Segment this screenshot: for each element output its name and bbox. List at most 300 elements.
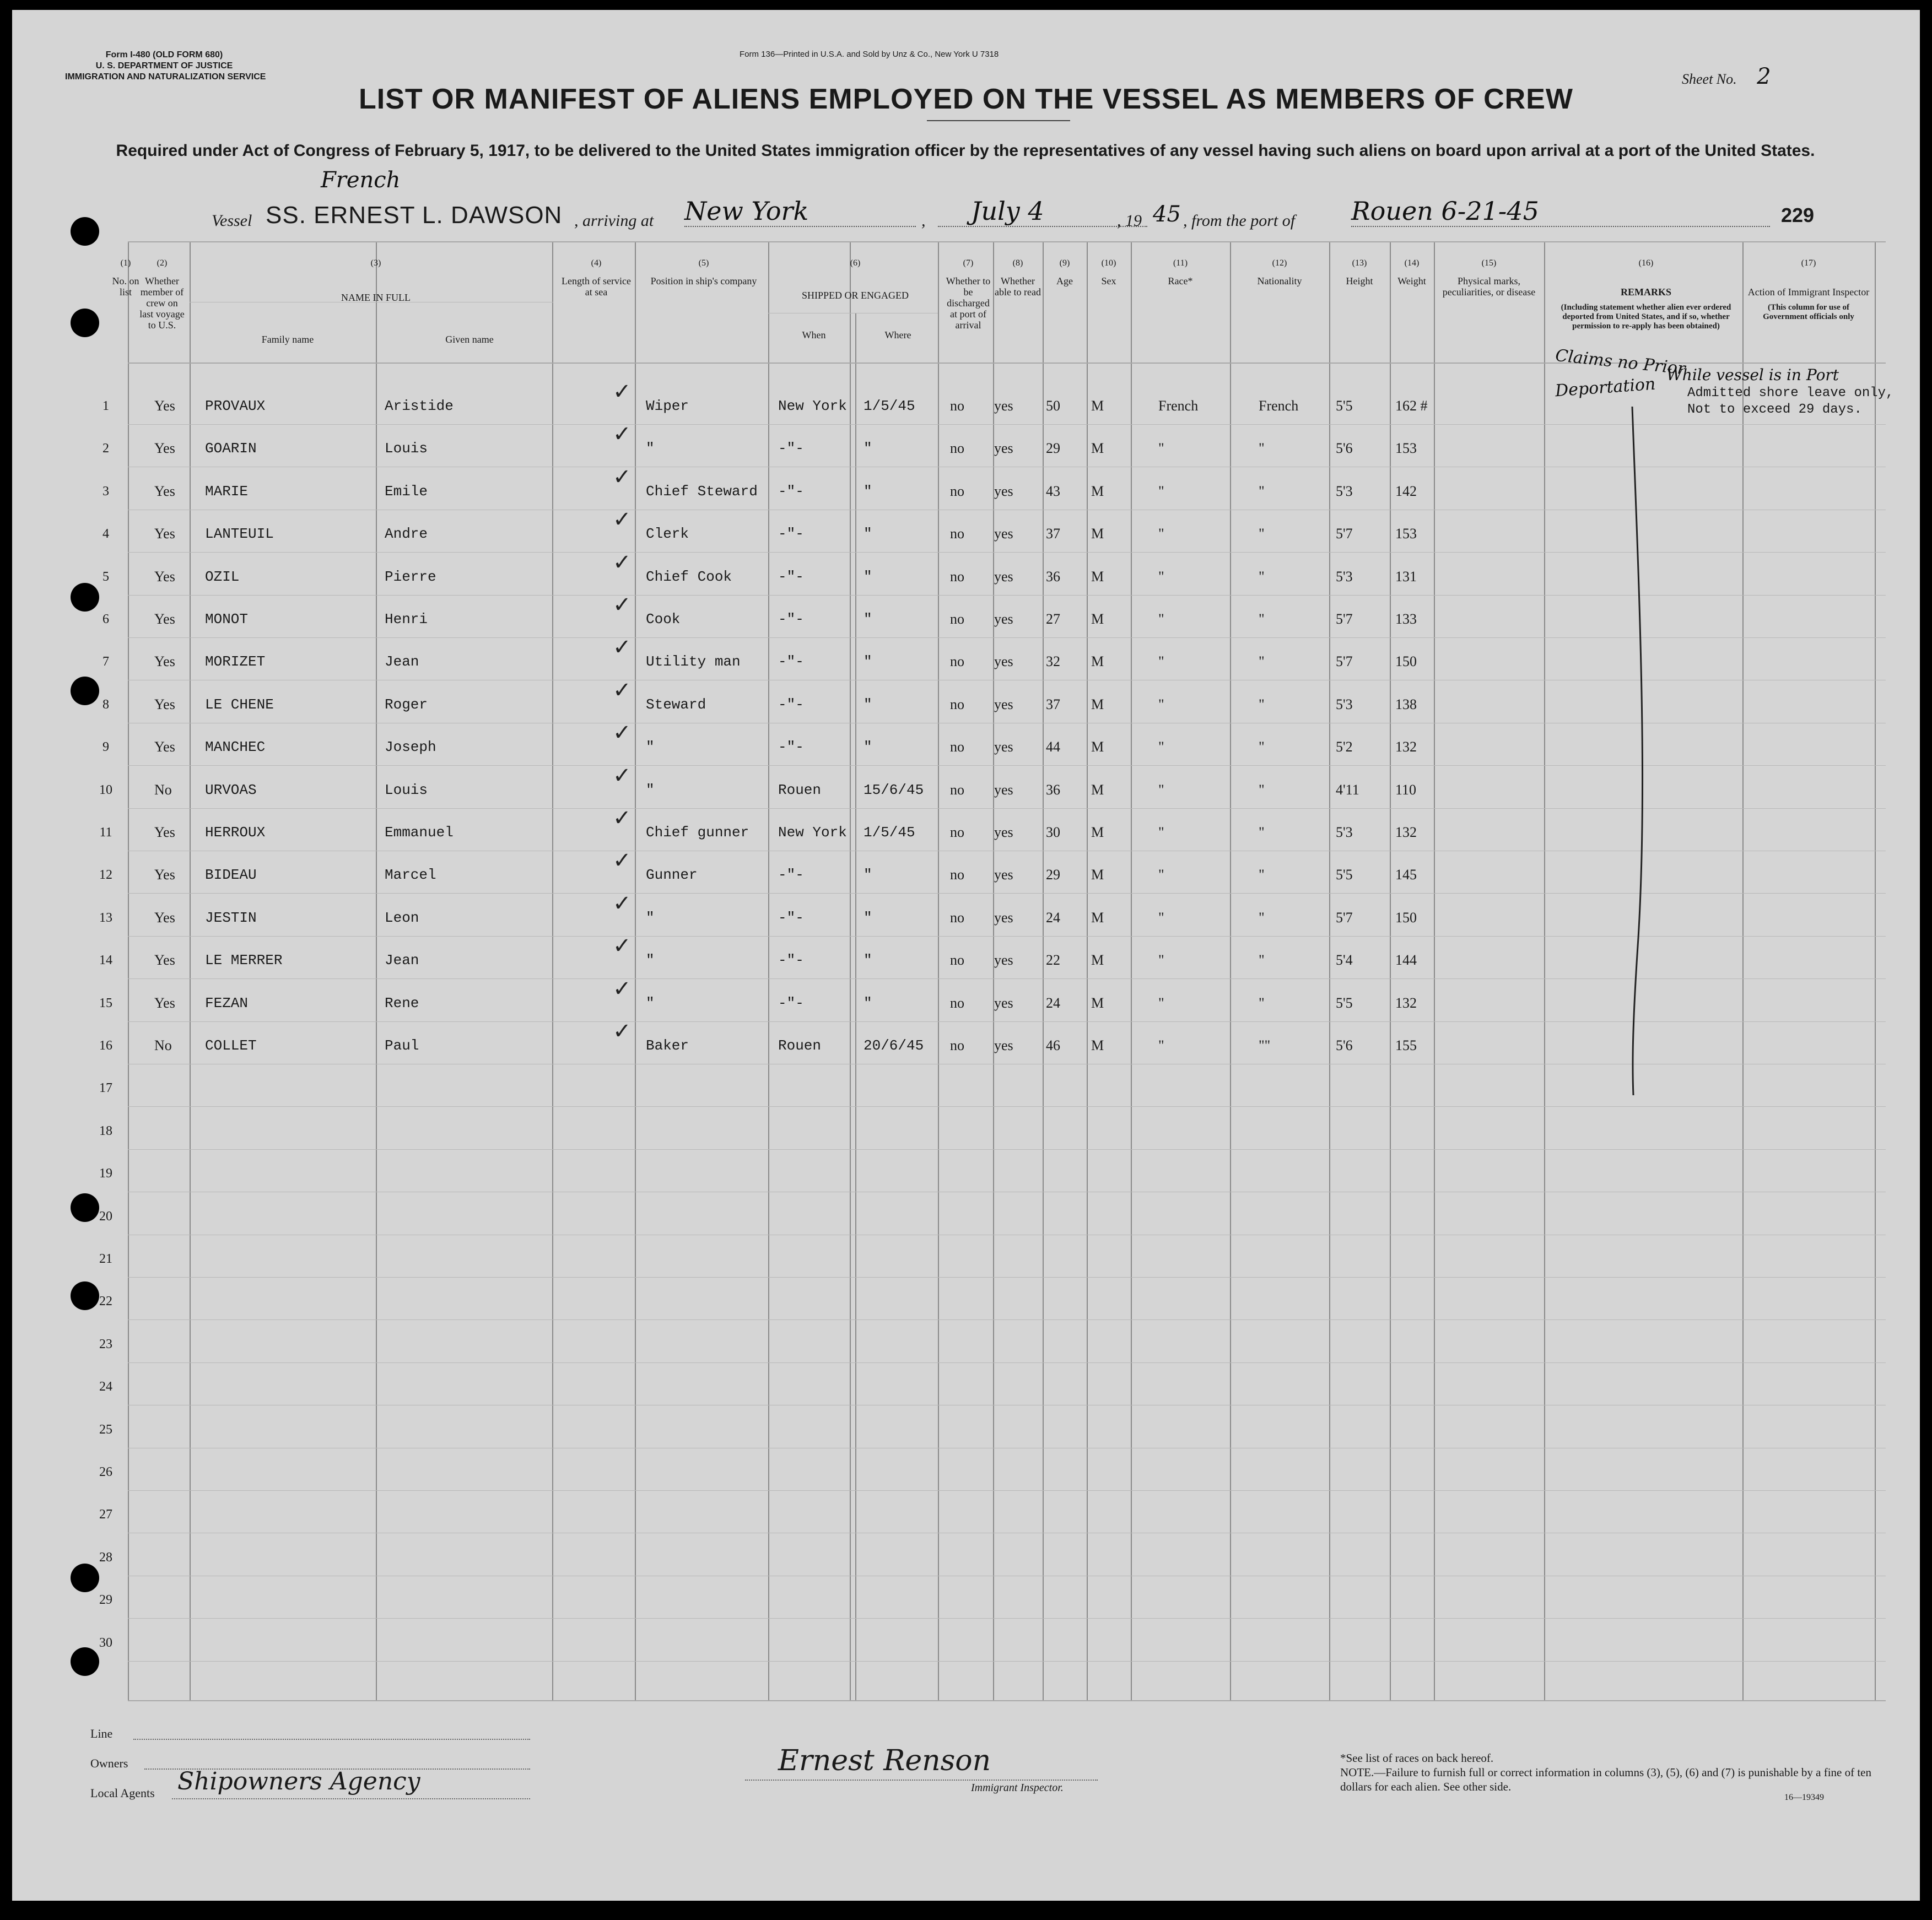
cell-nat: " bbox=[1259, 696, 1265, 712]
cell-last: Yes bbox=[154, 483, 175, 499]
row-number: 20 bbox=[99, 1209, 112, 1224]
checkmark-icon: ✓ bbox=[613, 805, 632, 831]
cell-wt: 144 bbox=[1395, 952, 1417, 968]
column-number: (11) bbox=[1173, 258, 1188, 268]
cell-last: Yes bbox=[154, 398, 175, 414]
cell-wt: 138 bbox=[1395, 696, 1417, 712]
cell-family: LE MERRER bbox=[205, 952, 283, 969]
cell-wt: 155 bbox=[1395, 1037, 1417, 1053]
row-number: 9 bbox=[102, 740, 109, 754]
cell-ship: -"- bbox=[778, 952, 804, 969]
footer-agents-dots bbox=[172, 1798, 530, 1799]
column-rule bbox=[128, 241, 129, 1701]
column-number: (1) bbox=[120, 258, 131, 268]
cell-age: 37 bbox=[1046, 526, 1060, 542]
cell-ship: -"- bbox=[778, 696, 804, 713]
row-number: 16 bbox=[99, 1039, 112, 1053]
cell-sex: M bbox=[1091, 995, 1104, 1011]
column-header: Whether able to read bbox=[995, 275, 1041, 298]
column-rule bbox=[376, 302, 377, 1701]
cell-race: " bbox=[1158, 1037, 1164, 1053]
cell-family: OZIL bbox=[205, 569, 240, 585]
column-rule bbox=[1390, 241, 1391, 1701]
column-number: (4) bbox=[591, 258, 602, 268]
cell-given: Louis bbox=[385, 440, 428, 457]
cell-pos: " bbox=[646, 440, 655, 457]
cell-given: Jean bbox=[385, 952, 419, 969]
row-number: 4 bbox=[102, 527, 109, 541]
column-rule bbox=[1230, 241, 1231, 1701]
cell-race: " bbox=[1158, 440, 1164, 456]
checkmark-icon: ✓ bbox=[613, 678, 632, 703]
cell-last: Yes bbox=[154, 696, 175, 712]
cell-wt: 145 bbox=[1395, 867, 1417, 883]
cell-ht: 5'3 bbox=[1336, 483, 1353, 499]
cell-last: Yes bbox=[154, 653, 175, 669]
cell-nat: " bbox=[1259, 739, 1265, 755]
cell-race: " bbox=[1158, 611, 1164, 627]
cell-ship: -"- bbox=[778, 569, 804, 585]
cell-when: " bbox=[864, 739, 872, 755]
cell-given: Leon bbox=[385, 910, 419, 926]
cell-pos: Utility man bbox=[646, 653, 741, 670]
cell-last: Yes bbox=[154, 910, 175, 926]
cell-race: " bbox=[1158, 910, 1164, 926]
column-header: Age bbox=[1056, 275, 1073, 286]
cell-age: 24 bbox=[1046, 995, 1060, 1011]
cell-dis: no bbox=[950, 398, 964, 414]
cell-read: yes bbox=[994, 782, 1013, 798]
column-number: (3) bbox=[370, 258, 381, 268]
cell-race: " bbox=[1158, 653, 1164, 669]
footer-line-label: Line bbox=[90, 1727, 113, 1740]
vessel-label: Vessel bbox=[212, 212, 252, 230]
column-rule bbox=[1043, 241, 1044, 1701]
cell-age: 36 bbox=[1046, 569, 1060, 585]
column-number: (9) bbox=[1059, 258, 1070, 268]
cell-ht: 5'6 bbox=[1336, 440, 1353, 456]
row-rule bbox=[128, 1618, 1886, 1619]
cell-ship: Rouen bbox=[778, 1037, 822, 1054]
row-rule bbox=[128, 1362, 1886, 1363]
column-header: Nationality bbox=[1257, 275, 1302, 286]
cell-dis: no bbox=[950, 483, 964, 499]
row-number: 19 bbox=[99, 1166, 112, 1181]
inspector-sig-dots bbox=[745, 1780, 1098, 1781]
cell-when: " bbox=[864, 483, 872, 500]
checkmark-icon: ✓ bbox=[613, 507, 632, 532]
cell-pos: Cook bbox=[646, 611, 681, 628]
cell-family: JESTIN bbox=[205, 910, 257, 926]
cell-given: Joseph bbox=[385, 739, 436, 755]
cell-read: yes bbox=[994, 526, 1013, 542]
column-rule bbox=[855, 313, 856, 1701]
cell-wt: 150 bbox=[1395, 910, 1417, 926]
cell-when: 1/5/45 bbox=[864, 824, 915, 841]
cell-wt: 150 bbox=[1395, 653, 1417, 669]
cell-when: " bbox=[864, 440, 872, 457]
cell-given: Emmanuel bbox=[385, 824, 454, 841]
column-rule bbox=[1434, 241, 1435, 1701]
cell-dis: no bbox=[950, 611, 964, 627]
cell-when: " bbox=[864, 952, 872, 969]
cell-dis: no bbox=[950, 782, 964, 798]
remarks-handwritten: Claims no Prior bbox=[1554, 345, 1687, 379]
year-suffix: 45 bbox=[1153, 202, 1181, 227]
cell-sex: M bbox=[1091, 398, 1104, 414]
cell-age: 24 bbox=[1046, 910, 1060, 926]
cell-nat: French bbox=[1259, 398, 1299, 414]
row-number: 14 bbox=[99, 953, 112, 967]
checkmark-icon: ✓ bbox=[613, 1019, 632, 1044]
cell-pos: " bbox=[646, 995, 655, 1012]
row-number: 12 bbox=[99, 868, 112, 882]
column-number: (6) bbox=[850, 258, 861, 268]
cell-sex: M bbox=[1091, 526, 1104, 542]
checkmark-icon: ✓ bbox=[613, 592, 632, 618]
cell-nat: " bbox=[1259, 526, 1265, 542]
cell-read: yes bbox=[994, 739, 1013, 755]
cell-read: yes bbox=[994, 440, 1013, 456]
cell-family: MONOT bbox=[205, 611, 249, 628]
cell-last: Yes bbox=[154, 611, 175, 627]
cell-when: " bbox=[864, 526, 872, 542]
cell-nat: " bbox=[1259, 910, 1265, 926]
cell-age: 44 bbox=[1046, 739, 1060, 755]
cell-ht: 5'2 bbox=[1336, 739, 1353, 755]
cell-wt: 132 bbox=[1395, 995, 1417, 1011]
cell-age: 46 bbox=[1046, 1037, 1060, 1053]
row-number: 1 bbox=[102, 399, 109, 413]
year-prefix: , 19 bbox=[1117, 212, 1142, 230]
cell-ht: 5'3 bbox=[1336, 569, 1353, 585]
cell-pos: " bbox=[646, 952, 655, 969]
cell-pos: Chief Steward bbox=[646, 483, 758, 500]
row-number: 5 bbox=[102, 570, 109, 584]
cell-ship: -"- bbox=[778, 995, 804, 1012]
column-header: REMARKS bbox=[1620, 286, 1671, 298]
cell-when: " bbox=[864, 910, 872, 926]
column-subheader: When bbox=[802, 329, 826, 340]
vessel-nationality: French bbox=[321, 167, 401, 193]
row-rule bbox=[128, 1319, 1886, 1320]
cell-ship: -"- bbox=[778, 440, 804, 457]
cell-when: 15/6/45 bbox=[864, 782, 924, 798]
column-subheader: Given name bbox=[445, 334, 494, 345]
cell-when: " bbox=[864, 569, 872, 585]
cell-race: " bbox=[1158, 569, 1164, 585]
cell-race: " bbox=[1158, 739, 1164, 755]
cell-family: LE CHENE bbox=[205, 696, 274, 713]
cell-race: " bbox=[1158, 483, 1164, 499]
row-number: 3 bbox=[102, 484, 109, 499]
cell-dis: no bbox=[950, 1037, 964, 1053]
form-id bbox=[65, 50, 266, 83]
cell-sex: M bbox=[1091, 653, 1104, 669]
row-number: 29 bbox=[99, 1593, 112, 1607]
cell-last: Yes bbox=[154, 952, 175, 968]
cell-ship: -"- bbox=[778, 483, 804, 500]
checkmark-icon: ✓ bbox=[613, 720, 632, 745]
sheet-number-value: 2 bbox=[1757, 64, 1771, 89]
column-number: (5) bbox=[698, 258, 709, 268]
cell-read: yes bbox=[994, 867, 1013, 883]
footnote-penalty: NOTE.—Failure to furnish full or correct information in columns (3), (5), (6) and (7) is punishable by a fine of ten dollars for each alien. See other side. bbox=[1340, 1766, 1872, 1793]
cell-ship: -"- bbox=[778, 653, 804, 670]
column-header: SHIPPED OR ENGAGED bbox=[801, 290, 909, 301]
form-id-line: Form I-480 (OLD FORM 680) bbox=[105, 50, 223, 60]
cell-age: 50 bbox=[1046, 398, 1060, 414]
row-number: 18 bbox=[99, 1124, 112, 1138]
column-number: (12) bbox=[1272, 258, 1287, 268]
cell-wt: 153 bbox=[1395, 440, 1417, 456]
cell-sex: M bbox=[1091, 739, 1104, 755]
cell-family: LANTEUIL bbox=[205, 526, 274, 542]
page-title: LIST OR MANIFEST OF ALIENS EMPLOYED ON THE VESSEL AS MEMBERS OF CREW bbox=[359, 83, 1573, 115]
cell-race: " bbox=[1158, 526, 1164, 542]
cell-read: yes bbox=[994, 483, 1013, 499]
cell-when: " bbox=[864, 867, 872, 883]
remarks-stamp: Not to exceed 29 days. bbox=[1687, 402, 1862, 417]
row-number: 24 bbox=[99, 1380, 112, 1394]
cell-wt: 142 bbox=[1395, 483, 1417, 499]
row-number: 10 bbox=[99, 783, 112, 797]
row-number: 27 bbox=[99, 1507, 112, 1522]
cell-last: Yes bbox=[154, 739, 175, 755]
row-number: 25 bbox=[99, 1423, 112, 1437]
cell-dis: no bbox=[950, 569, 964, 585]
cell-given: Louis bbox=[385, 782, 428, 798]
column-rule bbox=[190, 241, 191, 1701]
column-header: Whether to be discharged at port of arrival bbox=[946, 275, 991, 331]
comma: , bbox=[921, 212, 926, 230]
cell-ship: -"- bbox=[778, 867, 804, 883]
row-number: 8 bbox=[102, 697, 109, 712]
cell-family: PROVAUX bbox=[205, 398, 266, 414]
cell-age: 27 bbox=[1046, 611, 1060, 627]
cell-dis: no bbox=[950, 696, 964, 712]
cell-sex: M bbox=[1091, 952, 1104, 968]
cell-read: yes bbox=[994, 653, 1013, 669]
cell-ht: 5'7 bbox=[1336, 910, 1353, 926]
cell-pos: Baker bbox=[646, 1037, 689, 1054]
vessel-row bbox=[199, 196, 1864, 232]
row-rule bbox=[128, 1661, 1886, 1662]
cell-age: 43 bbox=[1046, 483, 1060, 499]
cell-family: MARIE bbox=[205, 483, 249, 500]
inspector-label: Immigrant Inspector. bbox=[971, 1782, 1064, 1794]
cell-dis: no bbox=[950, 739, 964, 755]
cell-ship: -"- bbox=[778, 611, 804, 628]
cell-family: URVOAS bbox=[205, 782, 257, 798]
cell-age: 32 bbox=[1046, 653, 1060, 669]
remarks-handwritten: While vessel is in Port bbox=[1666, 366, 1839, 384]
column-rule bbox=[552, 241, 553, 1701]
cell-last: Yes bbox=[154, 569, 175, 585]
vessel-name: SS. ERNEST L. DAWSON bbox=[266, 202, 563, 229]
footer-owners-label: Owners bbox=[90, 1756, 128, 1770]
cell-race: " bbox=[1158, 824, 1164, 840]
footnote bbox=[1340, 1751, 1880, 1794]
cell-age: 29 bbox=[1046, 867, 1060, 883]
column-header: Physical marks, peculiarities, or disease bbox=[1442, 275, 1536, 298]
cell-read: yes bbox=[994, 1037, 1013, 1053]
cell-pos: Chief Cook bbox=[646, 569, 732, 585]
form-id-line: IMMIGRATION AND NATURALIZATION SERVICE bbox=[65, 72, 266, 82]
cell-nat: " bbox=[1259, 483, 1265, 499]
column-header: Race* bbox=[1168, 275, 1193, 286]
cell-read: yes bbox=[994, 696, 1013, 712]
checkmark-icon: ✓ bbox=[613, 635, 632, 660]
cell-sex: M bbox=[1091, 782, 1104, 798]
cell-given: Emile bbox=[385, 483, 428, 500]
cell-ht: 5'7 bbox=[1336, 653, 1353, 669]
column-number: (7) bbox=[963, 258, 974, 268]
column-header: Length of service at sea bbox=[562, 275, 631, 298]
column-header: Action of Immigrant Inspector bbox=[1747, 286, 1870, 298]
row-number: 23 bbox=[99, 1337, 112, 1351]
cell-nat: " bbox=[1259, 653, 1265, 669]
column-rule bbox=[635, 241, 636, 1701]
cell-wt: 153 bbox=[1395, 526, 1417, 542]
row-number: 6 bbox=[102, 612, 109, 626]
column-number: (16) bbox=[1638, 258, 1654, 268]
cell-when: 1/5/45 bbox=[864, 398, 915, 414]
cell-sex: M bbox=[1091, 1037, 1104, 1053]
cell-dis: no bbox=[950, 867, 964, 883]
cell-dis: no bbox=[950, 952, 964, 968]
cell-ht: 5'7 bbox=[1336, 611, 1353, 627]
cell-sex: M bbox=[1091, 611, 1104, 627]
cell-family: COLLET bbox=[205, 1037, 257, 1054]
row-number: 28 bbox=[99, 1550, 112, 1565]
column-subheader: Where bbox=[884, 329, 911, 340]
cell-pos: Gunner bbox=[646, 867, 698, 883]
cell-age: 22 bbox=[1046, 952, 1060, 968]
column-rule bbox=[1087, 241, 1088, 1701]
cell-read: yes bbox=[994, 398, 1013, 414]
cell-wt: 131 bbox=[1395, 569, 1417, 585]
cell-read: yes bbox=[994, 569, 1013, 585]
column-header: Sex bbox=[1101, 275, 1116, 286]
cell-read: yes bbox=[994, 995, 1013, 1011]
checkmark-icon: ✓ bbox=[613, 976, 632, 1002]
cell-family: HERROUX bbox=[205, 824, 266, 841]
cell-pos: " bbox=[646, 910, 655, 926]
cell-last: Yes bbox=[154, 526, 175, 542]
cell-dis: no bbox=[950, 526, 964, 542]
column-number: (8) bbox=[1012, 258, 1023, 268]
cell-family: BIDEAU bbox=[205, 867, 257, 883]
cell-when: " bbox=[864, 653, 872, 670]
cell-pos: Clerk bbox=[646, 526, 689, 542]
column-rule bbox=[1329, 241, 1330, 1701]
cell-sex: M bbox=[1091, 696, 1104, 712]
cell-wt: 110 bbox=[1395, 782, 1417, 798]
row-number: 30 bbox=[99, 1636, 112, 1650]
cell-ht: 5'5 bbox=[1336, 867, 1353, 883]
cell-given: Aristide bbox=[385, 398, 454, 414]
remarks-stamp: Admitted shore leave only, bbox=[1687, 386, 1894, 401]
row-number: 26 bbox=[99, 1465, 112, 1479]
column-header: Weight bbox=[1397, 275, 1426, 286]
footer-agents-label: Local Agents bbox=[90, 1786, 155, 1800]
cell-nat: " bbox=[1259, 440, 1265, 456]
cell-ht: 5'3 bbox=[1336, 696, 1353, 712]
cell-sex: M bbox=[1091, 569, 1104, 585]
cell-nat: " bbox=[1259, 995, 1265, 1011]
column-rule bbox=[1875, 241, 1876, 1701]
cell-race: " bbox=[1158, 995, 1164, 1011]
cell-dis: no bbox=[950, 653, 964, 669]
cell-pos: " bbox=[646, 739, 655, 755]
checkmark-icon: ✓ bbox=[613, 421, 632, 447]
column-number: (10) bbox=[1101, 258, 1116, 268]
cell-ht: 5'5 bbox=[1336, 398, 1353, 414]
cell-sex: M bbox=[1091, 910, 1104, 926]
column-number: (13) bbox=[1352, 258, 1367, 268]
cell-dis: no bbox=[950, 824, 964, 840]
cell-dis: no bbox=[950, 995, 964, 1011]
cell-race: " bbox=[1158, 867, 1164, 883]
column-rule bbox=[1742, 241, 1744, 1701]
remarks-handwritten: Deportation bbox=[1555, 374, 1656, 401]
checkmark-icon: ✓ bbox=[613, 464, 632, 490]
column-rule bbox=[850, 241, 851, 1701]
cell-nat: " bbox=[1259, 824, 1265, 840]
cell-family: MORIZET bbox=[205, 653, 266, 670]
column-subheader: (This column for use of Government officials only bbox=[1763, 303, 1854, 321]
cell-pos: " bbox=[646, 782, 655, 798]
inspector-signature: Ernest Renson bbox=[778, 1744, 991, 1777]
cell-dis: no bbox=[950, 910, 964, 926]
cell-nat: "" bbox=[1259, 1037, 1271, 1053]
cell-sex: M bbox=[1091, 483, 1104, 499]
arriving-port: New York bbox=[684, 196, 916, 227]
checkmark-icon: ✓ bbox=[613, 379, 632, 404]
cell-read: yes bbox=[994, 824, 1013, 840]
cell-family: GOARIN bbox=[205, 440, 257, 457]
cell-nat: " bbox=[1259, 782, 1265, 798]
stamp-number: 229 bbox=[1781, 204, 1815, 226]
cell-pos: Wiper bbox=[646, 398, 689, 414]
column-number: (2) bbox=[156, 258, 168, 268]
cell-when: " bbox=[864, 696, 872, 713]
cell-ship: New York bbox=[778, 824, 847, 841]
row-rule bbox=[128, 1277, 1886, 1278]
cell-ship: -"- bbox=[778, 910, 804, 926]
manifest-sheet bbox=[12, 10, 1920, 1901]
row-number: 15 bbox=[99, 996, 112, 1010]
cell-last: Yes bbox=[154, 867, 175, 883]
cell-sex: M bbox=[1091, 440, 1104, 456]
column-header: No. on list bbox=[112, 275, 139, 298]
cell-race: " bbox=[1158, 782, 1164, 798]
cell-sex: M bbox=[1091, 867, 1104, 883]
footer-line-dots bbox=[133, 1739, 530, 1740]
cell-race: French bbox=[1158, 398, 1199, 414]
checkmark-icon: ✓ bbox=[613, 848, 632, 873]
cell-last: Yes bbox=[154, 995, 175, 1011]
cell-given: Jean bbox=[385, 653, 419, 670]
cell-when: " bbox=[864, 995, 872, 1012]
cell-ship: New York bbox=[778, 398, 847, 414]
cell-given: Marcel bbox=[385, 867, 436, 883]
checkmark-icon: ✓ bbox=[613, 763, 632, 788]
arriving-label: , arriving at bbox=[574, 212, 654, 230]
cell-race: " bbox=[1158, 696, 1164, 712]
cell-given: Paul bbox=[385, 1037, 419, 1054]
